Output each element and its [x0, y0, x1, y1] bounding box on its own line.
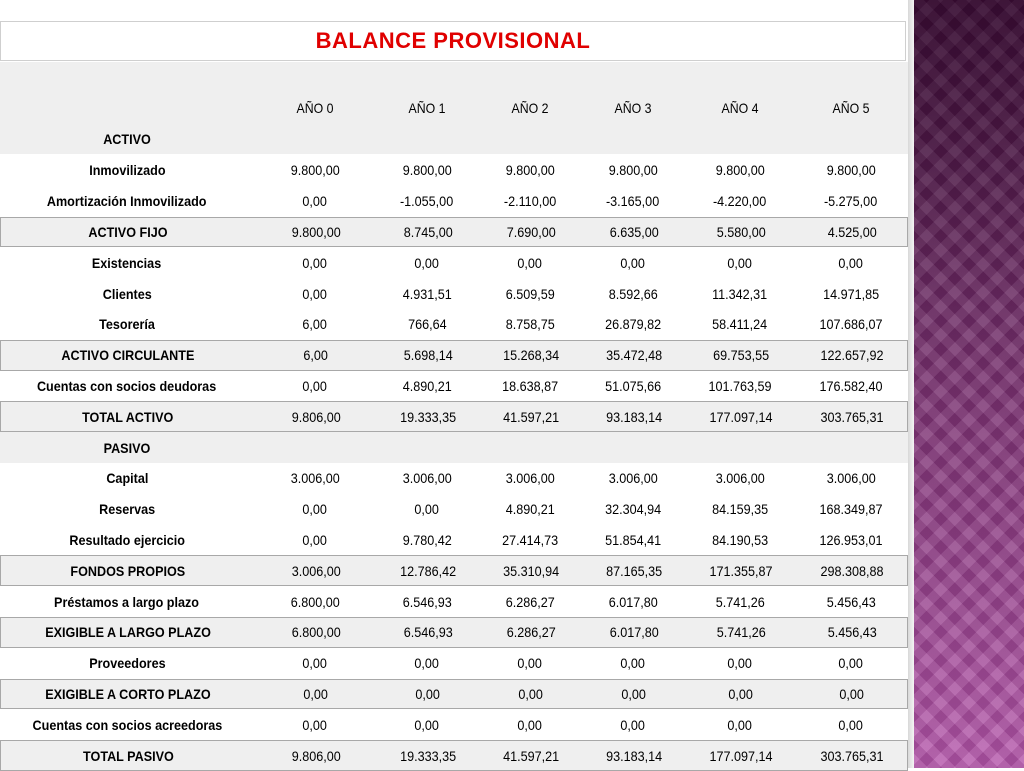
row-label: Préstamos a largo plazo	[54, 593, 200, 610]
table-cell: 19.333,35	[399, 747, 457, 764]
table-cell: 9.800,00	[402, 162, 452, 179]
row-label: ACTIVO CIRCULANTE	[61, 347, 195, 364]
table-cell: 41.597,21	[502, 408, 560, 425]
table-cell: 8.745,00	[403, 223, 453, 240]
table-cell: 126.953,01	[819, 531, 883, 548]
table-cell: 0,00	[302, 716, 328, 733]
title-box	[0, 21, 906, 61]
table-cell: 0,00	[302, 285, 328, 302]
table-cell: 0,00	[620, 254, 646, 271]
row-label: Reservas	[98, 501, 156, 518]
table-cell: 9.806,00	[291, 747, 341, 764]
table-cell: 8.592,66	[608, 285, 658, 302]
table-cell: 9.780,42	[402, 531, 452, 548]
table-cell: 3.006,00	[715, 470, 765, 487]
table-cell: 5.741,26	[715, 593, 765, 610]
table-cell: 6,00	[303, 347, 329, 364]
table-cell: 26.879,82	[604, 316, 662, 333]
table-cell: -5.275,00	[824, 193, 878, 210]
row-label: FONDOS PROPIOS	[70, 562, 186, 579]
table-cell: 6.635,00	[609, 223, 659, 240]
table-cell: 0,00	[517, 655, 543, 672]
table-cell: 6.286,27	[506, 624, 556, 641]
table-cell: 0,00	[620, 716, 646, 733]
section-label-activo: ACTIVO	[103, 131, 151, 147]
table-cell: 0,00	[302, 531, 328, 548]
table-row	[0, 155, 908, 186]
table-cell: 0,00	[518, 685, 544, 702]
table-cell: 3.006,00	[505, 470, 555, 487]
table-cell: 93.183,14	[605, 747, 663, 764]
table-cell: 93.183,14	[605, 408, 663, 425]
table-cell: 84.190,53	[711, 531, 769, 548]
table-cell: 4.890,21	[402, 377, 452, 394]
table-cell: 0,00	[303, 685, 329, 702]
table-cell: 0,00	[620, 655, 646, 672]
table-row	[0, 494, 908, 525]
table-cell: 6.800,00	[290, 593, 340, 610]
table-cell: 101.763,59	[708, 377, 772, 394]
row-label: EXIGIBLE A LARGO PLAZO	[45, 624, 211, 641]
table-cell: 4.525,00	[827, 223, 877, 240]
row-label: Cuentas con socios acreedoras	[32, 716, 222, 733]
table-cell: 3.006,00	[291, 562, 341, 579]
table-cell: 6.800,00	[291, 624, 341, 641]
table-row	[0, 278, 908, 309]
table-cell: 41.597,21	[502, 747, 560, 764]
table-cell: 9.806,00	[291, 408, 341, 425]
table-cell: 0,00	[414, 655, 440, 672]
table-cell: 3.006,00	[608, 470, 658, 487]
table-cell: 0,00	[414, 716, 440, 733]
table-total-row	[0, 617, 908, 648]
column-header-year-2: AÑO 2	[511, 100, 549, 116]
table-cell: 9.800,00	[826, 162, 876, 179]
table-cell: 0,00	[727, 716, 753, 733]
table-cell: 0,00	[414, 501, 440, 518]
table-row	[0, 648, 908, 679]
table-row	[0, 463, 908, 494]
table-cell: 0,00	[302, 193, 328, 210]
table-cell: 4.931,51	[402, 285, 452, 302]
table-cell: 177.097,14	[709, 408, 773, 425]
row-label: Clientes	[102, 285, 152, 302]
table-cell: 9.800,00	[291, 223, 341, 240]
table-total-row	[0, 740, 908, 771]
table-total-row	[0, 555, 908, 586]
row-label: Cuentas con socios deudoras	[37, 377, 217, 394]
table-cell: 0,00	[302, 254, 328, 271]
table-cell: 14.971,85	[822, 285, 880, 302]
table-total-row	[0, 401, 908, 432]
table-cell: 0,00	[621, 685, 647, 702]
table-cell: 0,00	[727, 655, 753, 672]
column-header-year-1: AÑO 1	[408, 100, 446, 116]
table-cell: 0,00	[302, 377, 328, 394]
column-header-year-4: AÑO 4	[721, 100, 759, 116]
table-cell: 0,00	[839, 685, 865, 702]
table-row	[0, 186, 908, 217]
table-cell: 6.017,80	[609, 624, 659, 641]
row-label: Existencias	[92, 254, 162, 271]
row-label: TOTAL PASIVO	[82, 747, 174, 764]
table-cell: 303.765,31	[820, 408, 884, 425]
table-row	[0, 371, 908, 402]
row-label: ACTIVO FIJO	[88, 223, 168, 240]
table-cell: -3.165,00	[606, 193, 660, 210]
table-cell: 0,00	[728, 685, 754, 702]
section-row	[0, 432, 908, 463]
table-cell: 5.580,00	[716, 223, 766, 240]
table-cell: 0,00	[838, 254, 864, 271]
table-cell: 35.472,48	[605, 347, 663, 364]
table-cell: 176.582,40	[819, 377, 883, 394]
table-cell: 9.800,00	[290, 162, 340, 179]
table-cell: 766,64	[407, 316, 447, 333]
row-label: EXIGIBLE A CORTO PLAZO	[45, 685, 211, 702]
table-cell: 0,00	[517, 716, 543, 733]
table-cell: 9.800,00	[608, 162, 658, 179]
table-cell: 8.758,75	[505, 316, 555, 333]
table-cell: 6.286,27	[505, 593, 555, 610]
table-cell: 51.854,41	[604, 531, 662, 548]
table-cell: 3.006,00	[290, 470, 340, 487]
table-cell: 11.342,31	[712, 285, 768, 302]
table-cell: 4.890,21	[505, 501, 555, 518]
row-label: Amortización Inmovilizado	[47, 193, 207, 210]
table-row	[0, 586, 908, 617]
table-cell: 0,00	[727, 254, 753, 271]
table-row	[0, 309, 908, 340]
table-cell: 7.690,00	[506, 223, 556, 240]
table-cell: 18.638,87	[501, 377, 559, 394]
table-cell: 5.741,26	[716, 624, 766, 641]
table-cell: 87.165,35	[605, 562, 663, 579]
table-cell: 6.509,59	[505, 285, 555, 302]
row-label: Tesorería	[99, 316, 155, 333]
table-cell: 303.765,31	[820, 747, 884, 764]
table-cell: 9.800,00	[505, 162, 555, 179]
table-cell: 177.097,14	[709, 747, 773, 764]
table-cell: 27.414,73	[501, 531, 559, 548]
page-title: BALANCE PROVISIONAL	[315, 28, 591, 53]
table-cell: 6.546,93	[403, 624, 453, 641]
table-cell: 51.075,66	[604, 377, 662, 394]
table-cell: 0,00	[302, 501, 328, 518]
table-total-row	[0, 340, 908, 371]
table-cell: 171.355,87	[709, 562, 773, 579]
table-cell: 6.017,80	[608, 593, 658, 610]
table-cell: 9.800,00	[715, 162, 765, 179]
column-header-year-0: AÑO 0	[296, 100, 334, 116]
table-cell: 122.657,92	[820, 347, 884, 364]
table-row	[0, 525, 908, 556]
table-cell: 0,00	[302, 655, 328, 672]
table-cell: -2.110,00	[503, 193, 557, 210]
table-cell: 6.546,93	[402, 593, 452, 610]
table-cell: 0,00	[414, 254, 440, 271]
decorative-side-panel	[914, 0, 1024, 768]
table-total-row	[0, 217, 908, 248]
table-cell: 0,00	[415, 685, 441, 702]
row-label: Capital	[105, 470, 149, 487]
table-cell: 107.686,07	[819, 316, 883, 333]
table-row	[0, 709, 908, 740]
table-cell: 15.268,34	[502, 347, 560, 364]
row-label: Proveedores	[88, 655, 166, 672]
column-header-year-3: AÑO 3	[614, 100, 652, 116]
table-cell: -1.055,00	[400, 193, 454, 210]
table-cell: 69.753,55	[712, 347, 770, 364]
table-cell: 12.786,42	[399, 562, 457, 579]
table-cell: 6,00	[302, 316, 328, 333]
table-cell: 35.310,94	[502, 562, 560, 579]
row-label: Resultado ejercicio	[69, 531, 185, 548]
table-cell: 3.006,00	[402, 470, 452, 487]
table-cell: -4.220,00	[713, 193, 767, 210]
table-cell: 0,00	[838, 655, 864, 672]
table-cell: 5.698,14	[403, 347, 453, 364]
table-cell: 3.006,00	[826, 470, 876, 487]
table-row	[0, 247, 908, 278]
table-cell: 32.304,94	[604, 501, 662, 518]
table-cell: 19.333,35	[399, 408, 457, 425]
row-label: Inmovilizado	[88, 162, 166, 179]
table-cell: 5.456,43	[827, 624, 877, 641]
column-header-year-5: AÑO 5	[832, 100, 870, 116]
table-cell: 58.411,24	[712, 316, 768, 333]
table-cell: 0,00	[517, 254, 543, 271]
table-total-row	[0, 679, 908, 710]
table-cell: 84.159,35	[711, 501, 769, 518]
table-cell: 5.456,43	[826, 593, 876, 610]
row-label: TOTAL ACTIVO	[82, 408, 174, 425]
table-cell: 168.349,87	[819, 501, 883, 518]
slide-edge-shadow	[908, 0, 914, 768]
row-label: PASIVO	[103, 439, 151, 456]
table-cell: 298.308,88	[820, 562, 884, 579]
table-cell: 0,00	[838, 716, 864, 733]
